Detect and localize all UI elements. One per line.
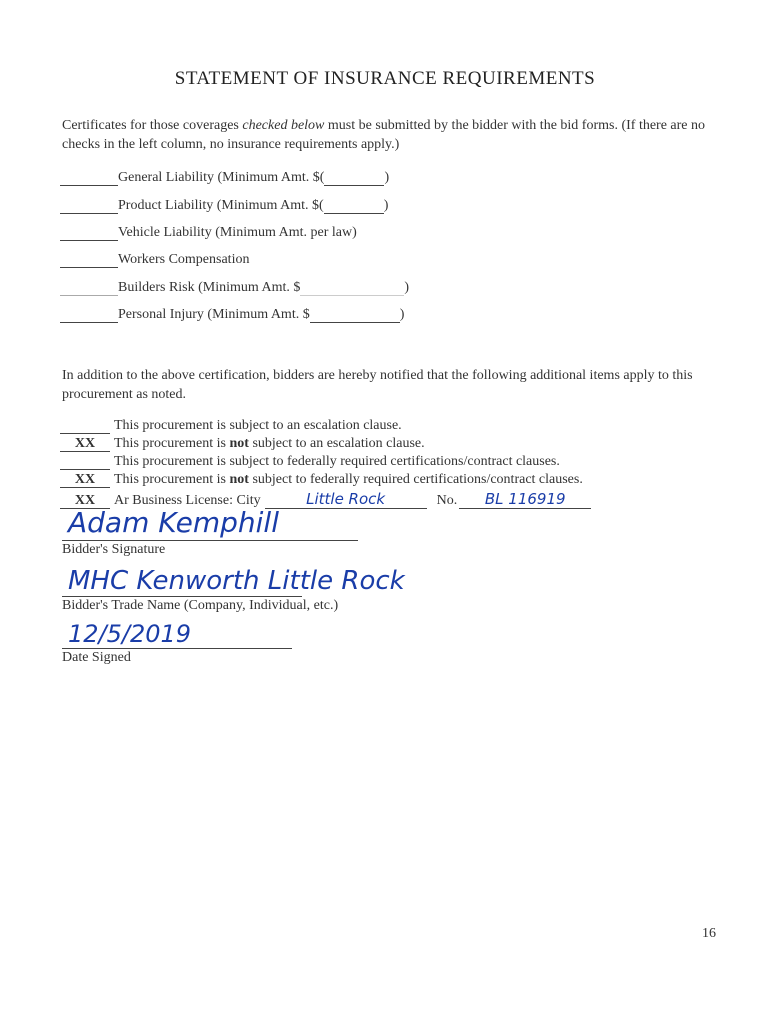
trade-name-label: Bidder's Trade Name (Company, Individual, etc.) xyxy=(62,598,339,613)
item-check-blank[interactable]: XX xyxy=(60,436,110,452)
item-check-blank[interactable] xyxy=(60,454,110,470)
coverage-label: Product Liability (Minimum Amt. $( xyxy=(118,198,324,213)
coverage-label: Personal Injury (Minimum Amt. $ xyxy=(118,307,310,322)
document-title: STATEMENT OF INSURANCE REQUIREMENTS xyxy=(174,68,596,89)
date-label: Date Signed xyxy=(62,650,131,665)
coverage-row-product-liability xyxy=(60,198,388,214)
intro-paragraph xyxy=(62,116,722,154)
item-text-after: subject to federally required certifications/contract clauses. xyxy=(252,472,583,487)
license-number-label: No. xyxy=(436,493,458,508)
signature-label: Bidder's Signature xyxy=(62,542,166,557)
intro-text-before: Certificates for those coverages xyxy=(62,118,243,133)
coverage-amount-blank[interactable] xyxy=(324,198,384,214)
coverage-amount-blank[interactable] xyxy=(324,170,384,186)
item-text-bold: not xyxy=(229,472,249,487)
coverage-suffix: ) xyxy=(383,198,389,213)
coverage-suffix: ) xyxy=(384,170,390,185)
coverage-label: Vehicle Liability (Minimum Amt. per law) xyxy=(118,225,357,240)
intro-text-after: must be submitted by the bidder with the bid forms. (If there are no checks in the left column, no insurance requirements apply.) xyxy=(62,118,706,152)
item-text-after: subject to an escalation clause. xyxy=(252,436,425,451)
coverage-suffix: ) xyxy=(399,307,405,322)
coverage-check-blank[interactable] xyxy=(60,225,118,241)
coverage-label: Builders Risk (Minimum Amt. $ xyxy=(118,280,301,295)
intro-text-emphasis: checked below xyxy=(242,118,325,133)
page-number: 16 xyxy=(702,926,716,941)
coverage-check-blank[interactable] xyxy=(60,170,118,186)
coverage-suffix: ) xyxy=(404,280,410,295)
item-text-bold: not xyxy=(229,436,249,451)
coverage-label: General Liability (Minimum Amt. $( xyxy=(118,170,325,185)
item-row-no-federal-clauses xyxy=(60,472,583,488)
date-line[interactable] xyxy=(62,648,292,649)
coverage-row-general-liability xyxy=(60,170,389,186)
item-check-blank[interactable] xyxy=(60,418,110,434)
coverage-row-workers-compensation xyxy=(60,252,249,268)
coverage-row-personal-injury xyxy=(60,307,404,323)
coverage-check-blank[interactable] xyxy=(60,252,118,268)
coverage-label: Workers Compensation xyxy=(118,252,250,267)
item-row-escalation xyxy=(60,418,402,434)
license-label: Ar Business License: City xyxy=(114,493,261,508)
coverage-amount-blank[interactable] xyxy=(310,307,400,323)
date-handwriting: 12/5/2019 xyxy=(68,620,192,648)
trade-name-line[interactable] xyxy=(62,596,302,597)
coverage-check-blank[interactable] xyxy=(60,198,118,214)
coverage-check-blank[interactable] xyxy=(60,307,118,323)
license-number-field[interactable]: BL 116919 xyxy=(459,490,591,509)
additional-items-paragraph: In addition to the above certification, bidders are hereby notified that the following additional items apply to this procurement as noted. xyxy=(62,368,693,402)
license-city-field[interactable]: Little Rock xyxy=(265,490,427,509)
item-row-no-escalation xyxy=(60,436,425,452)
item-check-blank[interactable]: XX xyxy=(60,472,110,488)
item-text: This procurement is subject to federally required certifications/contract clauses. xyxy=(114,454,560,469)
signature-handwriting: Adam Kemphill xyxy=(68,506,279,539)
coverage-row-builders-risk xyxy=(60,280,409,296)
trade-name-handwriting: MHC Kenworth Little Rock xyxy=(68,566,405,596)
coverage-check-blank[interactable] xyxy=(60,280,118,296)
item-text-before: This procurement is xyxy=(114,436,226,451)
item-text-before: This procurement is xyxy=(114,472,226,487)
item-check-blank[interactable]: XX xyxy=(60,493,110,509)
item-text: This procurement is subject to an escalation clause. xyxy=(114,418,402,433)
item-row-federal-clauses xyxy=(60,454,560,470)
coverage-row-vehicle-liability xyxy=(60,225,357,241)
signature-line[interactable] xyxy=(62,540,358,541)
coverage-amount-blank[interactable] xyxy=(300,280,404,296)
